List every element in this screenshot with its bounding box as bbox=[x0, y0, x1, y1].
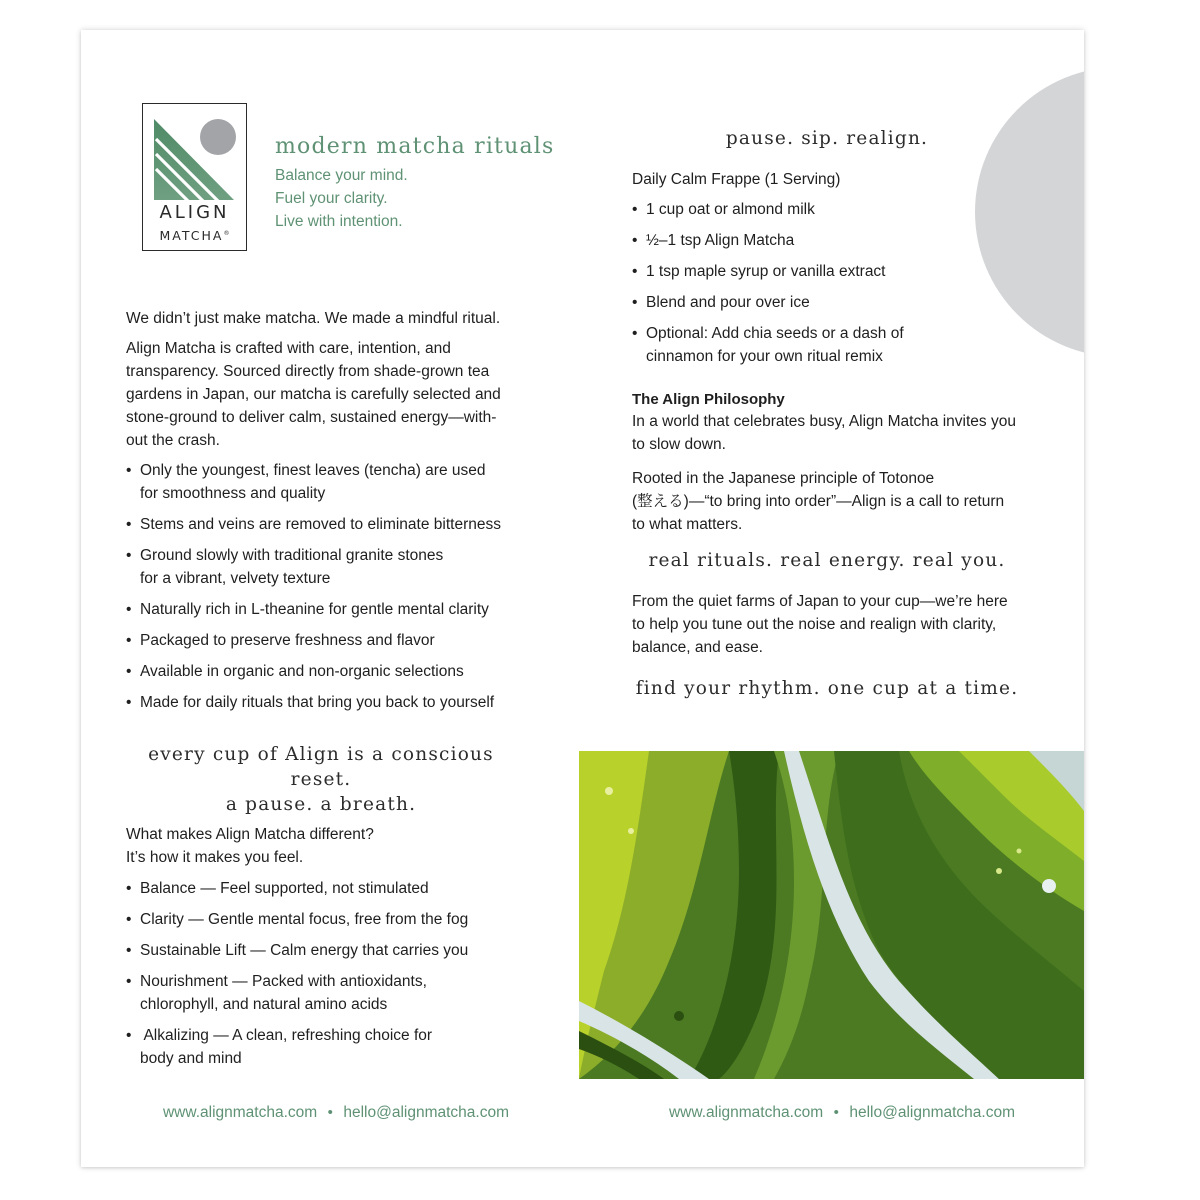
list-item: • Only the youngest, finest leaves (tencha) are used for smoothness and quality bbox=[126, 459, 546, 505]
paragraph-line: to slow down. bbox=[632, 436, 726, 453]
paragraph-line: balance, and ease. bbox=[632, 639, 763, 656]
features-list bbox=[126, 459, 546, 714]
list-item: • Available in organic and non-organic selections bbox=[126, 660, 546, 683]
intro-heading: We didn’t just make matcha. We made a mindful ritual. bbox=[126, 310, 501, 327]
email-link[interactable]: hello@alignmatcha.com bbox=[343, 1104, 510, 1121]
list-item: • Sustainable Lift — Calm energy that carries you bbox=[126, 939, 546, 962]
real-rituals-heading: real rituals. real energy. real you. bbox=[648, 550, 1006, 571]
paragraph-line: to what matters. bbox=[632, 516, 743, 533]
list-item: • Made for daily rituals that bring you back to yourself bbox=[126, 691, 546, 714]
different-question: What makes Align Matcha different? bbox=[126, 826, 374, 843]
paragraph-line: From the quiet farms of Japan to your cup—we’re here bbox=[632, 593, 1008, 610]
paragraph-line: Rooted in the Japanese principle of Totonoe bbox=[632, 470, 935, 487]
footer-separator: • bbox=[833, 1104, 839, 1121]
list-item: • Stems and veins are removed to eliminate bitterness bbox=[126, 513, 546, 536]
align-matcha-logo bbox=[142, 103, 247, 251]
footer-left bbox=[126, 1104, 546, 1122]
list-item: • Balance — Feel supported, not stimulated bbox=[126, 877, 546, 900]
totonoe-paragraph bbox=[632, 467, 1052, 536]
brand-tagline: modern matcha rituals bbox=[275, 134, 555, 159]
website-link[interactable]: www.alignmatcha.com bbox=[162, 1104, 318, 1121]
logo-wordmark-matcha: MATCHA® bbox=[159, 228, 230, 243]
list-item: • Clarity — Gentle mental focus, free from the fog bbox=[126, 908, 546, 931]
recipe-title: Daily Calm Frappe (1 Serving) bbox=[632, 171, 841, 188]
website-link[interactable]: www.alignmatcha.com bbox=[668, 1104, 824, 1121]
brand-line: Live with intention. bbox=[275, 213, 403, 230]
list-item: • Blend and pour over ice bbox=[632, 291, 1052, 314]
paragraph-line: (整える)—“to bring into order”—Align is a call to return bbox=[632, 493, 1005, 510]
philosophy-title: The Align Philosophy bbox=[632, 391, 785, 408]
brochure-page bbox=[81, 30, 1084, 1167]
intro-paragraph bbox=[126, 337, 546, 452]
conscious-reset-quote bbox=[126, 742, 516, 817]
pause-sip-realign-heading: pause. sip. realign. bbox=[725, 128, 929, 149]
matcha-swirl-image bbox=[579, 751, 1084, 1079]
footer-right bbox=[632, 1104, 1052, 1122]
list-item: • Packaged to preserve freshness and flavor bbox=[126, 629, 546, 652]
list-item: • ½–1 tsp Align Matcha bbox=[632, 229, 1052, 252]
benefits-list bbox=[126, 877, 546, 1070]
paragraph-line: Align Matcha is crafted with care, intention, and bbox=[126, 340, 451, 357]
list-item: • 1 cup oat or almond milk bbox=[632, 198, 1052, 221]
paragraph-line: to help you tune out the noise and realign with clarity, bbox=[632, 616, 997, 633]
recipe-list bbox=[632, 198, 1052, 368]
farms-paragraph bbox=[632, 590, 1052, 659]
list-item: • Naturally rich in L-theanine for gentle mental clarity bbox=[126, 598, 546, 621]
different-heading bbox=[126, 823, 546, 869]
brand-lines bbox=[275, 164, 408, 233]
philosophy-paragraph bbox=[632, 410, 1052, 456]
brand-line: Fuel your clarity. bbox=[275, 190, 388, 207]
paragraph-line: gardens in Japan, our matcha is carefully selected and bbox=[126, 386, 501, 403]
brand-line: Balance your mind. bbox=[275, 167, 408, 184]
list-item: • Optional: Add chia seeds or a dash of cinnamon for your own ritual remix bbox=[632, 322, 1052, 368]
quote-line: every cup of Align is a conscious reset. bbox=[148, 744, 494, 790]
list-item: • 1 tsp maple syrup or vanilla extract bbox=[632, 260, 1052, 283]
quote-line: a pause. a breath. bbox=[225, 794, 417, 815]
paragraph-line: In a world that celebrates busy, Align Matcha invites you bbox=[632, 413, 1016, 430]
footer-separator: • bbox=[327, 1104, 333, 1121]
list-item: • Alkalizing — A clean, refreshing choice for body and mind bbox=[126, 1024, 546, 1070]
email-link[interactable]: hello@alignmatcha.com bbox=[849, 1104, 1016, 1121]
paragraph-line: stone-ground to deliver calm, sustained energy—with- bbox=[126, 409, 497, 426]
find-your-rhythm-heading: find your rhythm. one cup at a time. bbox=[635, 678, 1019, 699]
logo-wordmark-align: ALIGN bbox=[159, 202, 230, 223]
registered-mark: ® bbox=[223, 229, 230, 237]
different-answer: It’s how it makes you feel. bbox=[126, 849, 304, 866]
paragraph-line: out the crash. bbox=[126, 432, 220, 449]
list-item: • Ground slowly with traditional granite stones for a vibrant, velvety texture bbox=[126, 544, 546, 590]
paragraph-line: transparency. Sourced directly from shade-grown tea bbox=[126, 363, 490, 380]
list-item: • Nourishment — Packed with antioxidants, chlorophyll, and natural amino acids bbox=[126, 970, 546, 1016]
